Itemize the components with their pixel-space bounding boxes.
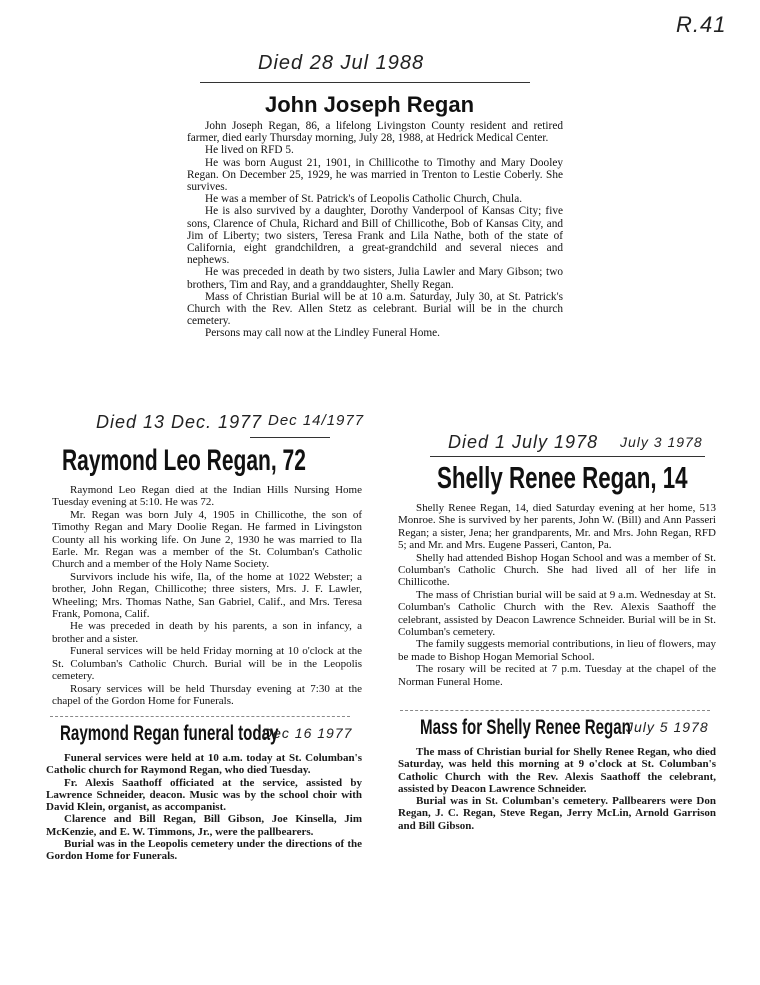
paragraph: Mr. Regan was born July 4, 1905 in Chillicothe, the son of Timothy Regan and Mary Doolie Regan. He farmed in Livingston County all his working life. On June 2, 1930 he was married to Ila Earle. Mr. Regan was a member of the St. Columban's Catholic Church and a member of the Holy Name Society. (52, 508, 362, 571)
handwritten-annotation-mass-shelly: July 5 1978 (626, 719, 709, 735)
paragraph: Mass of Christian Burial will be at 10 a.m. Saturday, July 30, at St. Patrick's Church with the Rev. Allen Stetz as celebrant. Burial will be in the church cemetery. (187, 290, 563, 328)
paragraph: He lived on RFD 5. (205, 144, 294, 157)
obituary-title-raymond: Raymond Leo Regan, 72 (62, 444, 306, 477)
obituary-body-shelly (398, 502, 716, 688)
divider-line (400, 710, 710, 711)
paragraph: Funeral services were held at 10 a.m. today at St. Columban's Catholic church for Raymond Regan, who died Tuesday. (46, 752, 362, 777)
paragraph: Survivors include his wife, Ila, of the home at 1022 Webster; a brother, John Regan, Chillicothe; three sisters, Mrs. J. F. Lawler, Wheeling; Mrs. Thomas Nathe, San Gabriel, Calif., and Mrs. Teresa Frank, Pomona, Calif. (52, 570, 362, 621)
paragraph: He was preceded in death by his parents, a son in infancy, a brother and a sister. (52, 620, 362, 645)
paragraph: He is also survived by a daughter, Dorothy Vanderpool of Kansas City; five sons, Clarence of Chula, Richard and Bill of Chillicothe, Bob of Kansas City, and Jim of Liberty; two sisters, Teresa Frank and Lila Nathe, both of the state of California, eight grandchildren, a great-grandchild and several nieces and nephews. (187, 205, 563, 267)
paragraph: Fr. Alexis Saathoff officiated at the service, assisted by Lawrence Schneider, deacon. Music was by the school choir with David Klein, organist, as accompanist. (46, 776, 362, 814)
handwritten-annotation-raymond-funeral: Dec 16 1977 (262, 725, 353, 741)
divider-line (200, 82, 530, 83)
paragraph: He was preceded in death by two sisters, Julia Lawler and Mary Gibson; two brothers, Tim and Ray, and a granddaughter, Shelly Regan. (187, 266, 563, 291)
article-body-raymond-funeral (46, 752, 362, 863)
article-body-mass-shelly (398, 746, 716, 832)
paragraph: The mass of Christian burial will be said at 9 a.m. Wednesday at St. Columban's Catholic Church with the Rev. Alexis Saathoff the celebrant, assisted by Deacon Lawrence Schneider. Burial will be in St. Columban's cemetery. (398, 588, 716, 639)
handwritten-date-shelly: Died 1 July 1978 (448, 432, 599, 452)
obituary-title-shelly: Shelly Renee Regan, 14 (437, 460, 688, 495)
paragraph: Persons may call now at the Lindley Funeral Home. (205, 327, 440, 340)
paragraph: Burial was in St. Columban's cemetery. Pallbearers were Don Regan, J. C. Regan, Steve Regan, Jerry McLin, Arnold Garrison and Bill Gibson. (398, 795, 716, 832)
paragraph: Raymond Leo Regan died at the Indian Hills Nursing Home Tuesday evening at 5:10. He was 72. (52, 484, 362, 509)
obituary-body-john (187, 120, 563, 340)
divider-line (50, 716, 350, 717)
paragraph: The mass of Christian burial for Shelly Renee Regan, who died Saturday, was held this morning at 9 o'clock at St. Columban's Catholic Church with the Rev. Alexis Saathoff the celebrant, assisted by Deacon Lawrence Schneider. (398, 746, 716, 795)
handwritten-date-john: Died 28 Jul 1988 (258, 52, 425, 74)
paragraph: John Joseph Regan, 86, a lifelong Livingston County resident and retired farmer, died early Thursday morning, July 28, 1988, at Hedrick Medical Center. (187, 120, 563, 145)
divider-line (430, 456, 705, 457)
paragraph: Shelly had attended Bishop Hogan School and was a member of St. Columban's Catholic Church. She had lived all of her life in Chillicothe. (398, 551, 716, 589)
paragraph: The rosary will be recited at 7 p.m. Tuesday at the chapel of the Norman Funeral Home. (398, 663, 716, 688)
handwritten-annotation-shelly: July 3 1978 (620, 434, 703, 450)
divider-line (250, 437, 330, 438)
handwritten-date-raymond: Died 13 Dec. 1977 (96, 412, 263, 432)
paragraph: The family suggests memorial contributions, in lieu of flowers, may be made to Bishop Hogan Memorial School. (398, 638, 716, 663)
paragraph: Burial was in the Leopolis cemetery under the directions of the Gordon Home for Funerals. (46, 838, 362, 863)
page-reference: R.41 (676, 12, 727, 37)
article-title-raymond-funeral: Raymond Regan funeral today (60, 722, 279, 745)
handwritten-annotation-raymond: Dec 14/1977 (268, 412, 365, 429)
paragraph: Clarence and Bill Regan, Bill Gibson, Joe Kinsella, Jim McKenzie, and E. W. Timmons, Jr., were the pallbearers. (46, 813, 362, 838)
paragraph: He was a member of St. Patrick's of Leopolis Catholic Church, Chula. (205, 193, 523, 206)
article-title-mass-shelly: Mass for Shelly Renee Regan (420, 716, 631, 739)
obituary-body-raymond (52, 484, 362, 707)
paragraph: He was born August 21, 1901, in Chillicothe to Timothy and Mary Dooley Regan. On December 25, 1929, he was married in Trenton to Lestie Coberly. She survives. (187, 156, 563, 194)
paragraph: Rosary services will be held Thursday evening at 7:30 at the chapel of the Gordon Home for Funerals. (52, 682, 362, 707)
paragraph: Funeral services will be held Friday morning at 10 o'clock at the St. Columban's Catholic Church. Burial will be in the Leopolis cemetery. (52, 645, 362, 683)
paragraph: Shelly Renee Regan, 14, died Saturday evening at her home, 513 Monroe. She is survived by her parents, John W. (Bill) and Ann Passeri Regan; a sister, Jena; her grandparents, Mr. and Mrs. John Regan, RFD 5; and Mr. and Mrs. Eugene Passeri, Canton, Pa. (398, 502, 716, 552)
obituary-title-john: John Joseph Regan (265, 92, 475, 117)
